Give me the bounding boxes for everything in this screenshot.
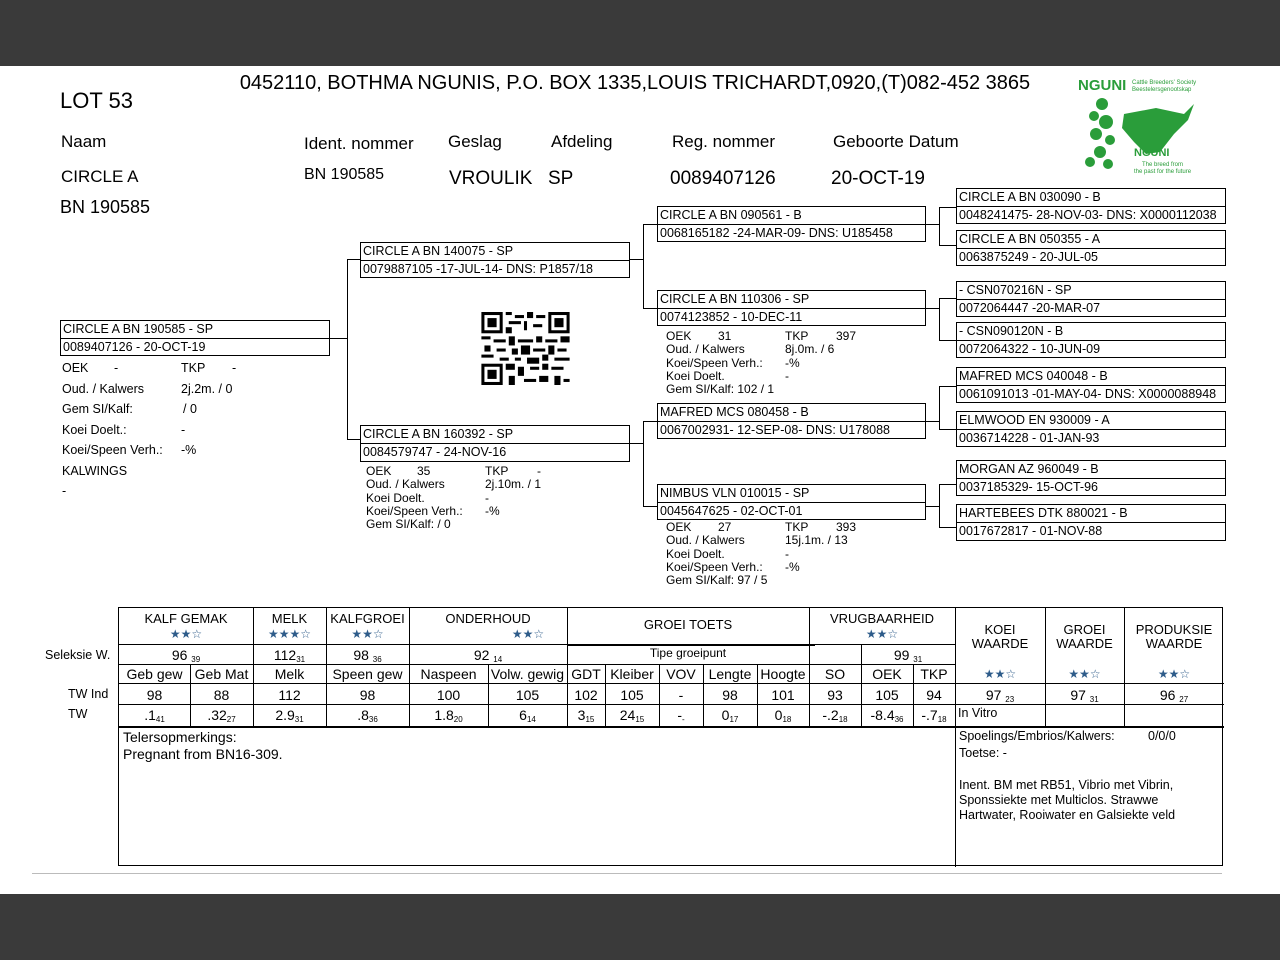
embrio-value: 0/0/0: [1148, 729, 1176, 743]
header-afdeling: Afdeling: [551, 132, 613, 151]
tw-cell: $6_{14}$: [519, 707, 536, 724]
sel-melk: $112_{31}$: [273, 647, 306, 664]
tw-cell: $-.7_{18}$: [921, 707, 947, 724]
self-oud-label: Oud. / Kalwers: [62, 381, 144, 396]
group-melk-stars: ★★★☆: [267, 627, 312, 641]
twind-koeiwaarde: 97 $_{23}$: [985, 687, 1015, 704]
self-oek-label: OEK: [62, 361, 89, 375]
gg7-line1: MORGAN AZ 960049 - B: [959, 462, 1099, 476]
ds-line2: 0067002931- 12-SEP-08- DNS: U178088: [660, 423, 891, 437]
group-vrugbaarheid: VRUGBAARHEID: [829, 611, 935, 626]
svg-text:Cattle Breeders' Society: Cattle Breeders' Society: [1132, 80, 1197, 86]
twind-cell: 102: [574, 687, 598, 703]
dam-oud-label: Oud. / Kalwers: [366, 477, 445, 492]
col-header: Kleiber: [610, 666, 654, 682]
group-produksiewaarde: PRODUKSIE WAARDE: [1135, 622, 1213, 651]
animal-afdeling: SP: [548, 168, 574, 189]
dam-doelt-label: Koei Doelt.: [366, 490, 425, 505]
pedigree-document: [0, 66, 1280, 894]
col-header: Geb gew: [126, 666, 183, 682]
nguni-logo: [1076, 74, 1216, 180]
gg2-line1: CIRCLE A BN 050355 - A: [959, 232, 1101, 246]
self-line1: CIRCLE A BN 190585 - SP: [63, 322, 214, 336]
tw-cell: $3_{15}$: [577, 707, 595, 724]
twind-cell: -: [678, 687, 684, 703]
group-groeiwaarde-stars: ★★☆: [1068, 667, 1101, 681]
dam-line2: 0084579747 - 24-NOV-16: [363, 445, 507, 459]
self-oud-value: 2j.2m. / 0: [181, 381, 233, 396]
group-kalfgroei: KALFGROEI: [330, 611, 405, 626]
invitro-label: In Vitro: [958, 706, 998, 720]
dd-box: [657, 484, 926, 520]
dd-stats: [666, 520, 857, 588]
col-header: Geb Mat: [194, 666, 249, 682]
col-header: Hoogte: [760, 666, 806, 682]
dam-gem: Gem SI/Kalf: / 0: [366, 517, 451, 532]
sel-kalfgroei: 98 $_{36}$: [353, 647, 382, 664]
sd-stats: [666, 329, 857, 397]
sd-verh-value: -%: [785, 355, 800, 370]
dd-verh-label: Koei/Speen Verh.:: [666, 559, 763, 574]
sd-line2: 0074123852 - 10-DEC-11: [660, 310, 803, 324]
sire-line1: CIRCLE A BN 140075 - SP: [363, 244, 514, 258]
col-header: GDT: [571, 666, 601, 682]
label-tw: TW: [68, 707, 88, 721]
gg3-line1: - CSN070216N - SP: [959, 283, 1072, 297]
self-line2: 0089407126 - 20-OCT-19: [63, 340, 206, 354]
nguni-logo-icon: [1076, 74, 1216, 180]
col-header: VOV: [666, 666, 696, 682]
gg-box-7: [956, 460, 1226, 496]
sd-doelt-label: Koei Doelt.: [666, 368, 725, 383]
dam-tkp-value: -: [537, 464, 541, 478]
gg5-line1: MAFRED MCS 040048 - B: [959, 369, 1108, 383]
dam-oud-value: 2j.10m. / 1: [485, 477, 542, 492]
sire-box: [360, 242, 630, 278]
dam-stats: [366, 464, 542, 532]
svg-text:NGUNI: NGUNI: [1134, 147, 1170, 159]
sd-oud-value: 8j.0m. / 6: [785, 342, 835, 357]
self-kalwings-value: -: [62, 484, 67, 498]
sel-onderhoud: 92 $_{14}$: [473, 647, 503, 664]
dd-oud-label: Oud. / Kalwers: [666, 533, 745, 548]
twind-cell: 94: [926, 687, 942, 703]
tw-cell: $0_{18}$: [774, 707, 792, 724]
dd-verh-value: -%: [785, 559, 800, 574]
dam-doelt-value: -: [485, 490, 489, 505]
ebv-table: [118, 607, 1223, 866]
animal-naam: CIRCLE A: [61, 167, 139, 186]
dam-oek-label: OEK: [366, 464, 392, 478]
twind-cell: 98: [359, 687, 376, 703]
col-header: Volw. gewig: [490, 666, 565, 682]
dam-line1: CIRCLE A BN 160392 - SP: [363, 427, 514, 441]
col-header: OEK: [872, 666, 902, 682]
twind-cell: 98: [146, 687, 163, 703]
gg3-line2: 0072064447 -20-MAR-07: [959, 301, 1101, 315]
tw-cell: $.8_{36}$: [357, 707, 378, 724]
tw-cell: $2.9_{31}$: [275, 707, 304, 724]
twind-produksiewaarde: 96 $_{27}$: [1159, 687, 1189, 704]
gg7-line2: 0037185329- 15-OCT-96: [959, 480, 1098, 494]
gg8-line1: HARTEBEES DTK 880021 - B: [959, 506, 1128, 520]
twind-cell: 93: [827, 687, 843, 703]
lot-number: LOT 53: [60, 88, 133, 113]
twind-cell: 100: [436, 687, 461, 703]
self-doelt-label: Koei Doelt.:: [62, 422, 127, 437]
logo-wordmark: NGUNI: [1078, 77, 1127, 94]
embrio-label: Spoelings/Embrios/Kalwers:: [959, 729, 1115, 743]
col-header: Naspeen: [420, 666, 477, 682]
ss-line2: 0068165182 -24-MAR-09- DNS: U185458: [660, 226, 893, 240]
gg-box-8: [956, 504, 1226, 541]
self-tkp-value: -: [232, 361, 237, 375]
sd-verh-label: Koei/Speen Verh.:: [666, 355, 763, 370]
dd-tkp-value: 393: [836, 520, 857, 534]
group-melk: MELK: [271, 611, 308, 626]
self-tkp-label: TKP: [181, 361, 206, 375]
gg5-line2: 0061091013 -01-MAY-04- DNS: X0000088948: [959, 387, 1217, 401]
header-geboorte: Geboorte Datum: [833, 132, 959, 151]
self-verh-label: Koei/Speen Verh.:: [62, 443, 163, 457]
gg4-line1: - CSN090120N - B: [959, 324, 1064, 338]
col-header: Lengte: [708, 666, 752, 682]
sd-gem: Gem SI/Kalf: 102 / 1: [666, 382, 775, 397]
group-kalfgemak: KALF GEMAK: [144, 611, 228, 626]
tw-cell: $-8.4_{36}$: [870, 707, 904, 724]
group-groeiwaarde: GROEI WAARDE: [1056, 622, 1113, 651]
twind-cell: 101: [771, 687, 795, 703]
twind-cell: 105: [620, 687, 644, 703]
self-gem-label: Gem SI/Kalf:: [62, 402, 133, 416]
dd-tkp-label: TKP: [785, 520, 809, 534]
twind-groeiwaarde: 97 $_{31}$: [1070, 687, 1099, 704]
gg-box-3: [956, 281, 1226, 317]
dd-doelt-label: Koei Doelt.: [666, 546, 725, 561]
sire-line2: 0079887105 -17-JUL-14- DNS: P1857/18: [363, 262, 594, 276]
svg-text:The breed from: The breed from: [1142, 162, 1184, 168]
inent-line3: Hartwater, Rooiwater en Galsiekte veld: [959, 808, 1176, 822]
dam-verh-value: -%: [485, 503, 500, 518]
dd-line2: 0045647625 - 02-OCT-01: [660, 504, 803, 518]
group-kalfgemak-stars: ★★☆: [169, 627, 203, 641]
dd-doelt-value: -: [785, 546, 789, 561]
sd-tkp-label: TKP: [785, 329, 809, 343]
self-kalwings-label: KALWINGS: [62, 463, 128, 478]
self-verh-value: -%: [181, 443, 197, 457]
dam-oek-value: 35: [417, 464, 431, 478]
self-oek-value: -: [114, 361, 119, 375]
gg-box-5: [956, 367, 1226, 403]
qr-code-icon: [481, 312, 570, 385]
dd-oud-value: 15j.1m. / 13: [785, 533, 848, 548]
animal-bn: BN 190585: [60, 197, 151, 217]
tw-cell: $.1_{41}$: [144, 707, 165, 724]
group-vrugbaarheid-stars: ★★☆: [865, 627, 899, 641]
group-produksiewaarde-stars: ★★☆: [1157, 667, 1191, 681]
ss-line1: CIRCLE A BN 090561 - B: [660, 208, 802, 222]
dd-oek-value: 27: [718, 520, 732, 534]
gg1-line2: 0048241475- 28-NOV-03- DNS: X0000112038: [959, 208, 1217, 222]
dam-tkp-label: TKP: [485, 464, 509, 478]
twind-cell: 98: [722, 687, 738, 703]
tw-cell: $.32_{27}$: [207, 707, 236, 724]
label-seleksie: Seleksie W.: [45, 648, 111, 662]
col-header: Speen gew: [332, 666, 403, 682]
tw-cell: $0_{17}$: [721, 707, 739, 724]
sd-oud-label: Oud. / Kalwers: [666, 342, 745, 357]
col-header: TKP: [920, 666, 948, 682]
col-header: SO: [824, 666, 846, 682]
twind-cell: 112: [278, 687, 301, 703]
animal-geslag: VROULIK: [449, 168, 533, 189]
ss-box: [657, 206, 926, 242]
twind-cell: 105: [875, 687, 899, 703]
gg-box-4: [956, 322, 1226, 358]
remarks-label: Telersopmerkings:: [123, 729, 237, 745]
gg2-line2: 0063875249 - 20-JUL-05: [959, 250, 1098, 264]
sel-kalfgemak: 96 $_{39}$: [171, 647, 201, 664]
gg8-line2: 0017672817 - 01-NOV-88: [959, 524, 1103, 538]
self-gem-value: / 0: [183, 402, 197, 416]
col-header: Melk: [274, 666, 305, 682]
sd-tkp-value: 397: [836, 329, 857, 343]
dd-line1: NIMBUS VLN 010015 - SP: [660, 486, 810, 500]
inent-line1: Inent. BM met RB51, Vibrio met Vibrin,: [959, 778, 1174, 792]
svg-text:the past for the future: the past for the future: [1134, 169, 1192, 175]
breeder-info: 0452110, BOTHMA NGUNIS, P.O. BOX 1335,LOUIS TRICHARDT,0920,(T)082-452 3865: [239, 72, 1031, 94]
self-doelt-value: -: [181, 422, 186, 437]
animal-ident: BN 190585: [304, 166, 385, 183]
sd-oek-label: OEK: [666, 329, 692, 343]
group-koeiwaarde-stars: ★★☆: [983, 667, 1017, 681]
sd-box: [657, 290, 926, 326]
tw-cell: $24_{15}$: [619, 707, 645, 724]
sd-doelt-value: -: [785, 368, 789, 383]
gg-box-6: [956, 411, 1226, 447]
toetse: Toetse: -: [959, 746, 1007, 760]
group-groeitoets: GROEI TOETS: [643, 617, 733, 632]
sd-line1: CIRCLE A BN 110306 - SP: [660, 292, 810, 306]
tw-cell: $1.8_{20}$: [434, 707, 463, 724]
animal-reg: 0089407126: [670, 168, 776, 189]
dam-box: [360, 425, 630, 462]
dd-gem: Gem SI/Kalf: 97 / 5: [666, 573, 768, 588]
gg6-line1: ELMWOOD EN 930009 - A: [959, 413, 1110, 427]
ds-line1: MAFRED MCS 080458 - B: [660, 405, 809, 419]
gg-box-1: [956, 188, 1226, 224]
bottom-rule: [32, 873, 1222, 874]
gg6-line2: 0036714228 - 01-JAN-93: [959, 431, 1100, 445]
twind-cell: 88: [213, 687, 230, 703]
remarks-text: Pregnant from BN16-309.: [123, 746, 283, 762]
group-koeiwaarde: KOEI WAARDE: [971, 622, 1029, 651]
twind-cell: 105: [515, 687, 540, 703]
header-geslag: Geslag: [448, 132, 502, 151]
gg-box-2: [956, 230, 1226, 266]
header-naam: Naam: [61, 132, 107, 151]
tw-cell: $-.2_{18}$: [822, 707, 848, 724]
sel-vrugbaarheid: 99 $_{31}$: [893, 647, 923, 664]
tw-cell: $-_-$: [677, 707, 685, 724]
header-reg: Reg. nommer: [672, 132, 775, 151]
ds-box: [657, 403, 926, 439]
group-onderhoud-stars: ★★☆: [511, 627, 545, 641]
header-ident: Ident. nommer: [304, 134, 414, 153]
group-kalfgroei-stars: ★★☆: [351, 627, 384, 641]
gg4-line2: 0072064322 - 10-JUN-09: [959, 342, 1101, 356]
group-onderhoud: ONDERHOUD: [445, 611, 531, 626]
inent-line2: Sponssiekte met Multiclos. Strawwe: [959, 793, 1159, 807]
dam-verh-label: Koei/Speen Verh.:: [366, 503, 463, 518]
sd-oek-value: 31: [718, 329, 732, 343]
dd-oek-label: OEK: [666, 520, 692, 534]
label-twind: TW Ind: [68, 687, 109, 701]
animal-geboorte: 20-OCT-19: [831, 168, 925, 189]
svg-text:Beestelersgenootskap: Beestelersgenootskap: [1132, 87, 1192, 93]
gg1-line1: CIRCLE A BN 030090 - B: [959, 190, 1101, 204]
self-box: [60, 320, 330, 356]
group-tipegroeipunt: Tipe groeipunt: [649, 646, 727, 660]
